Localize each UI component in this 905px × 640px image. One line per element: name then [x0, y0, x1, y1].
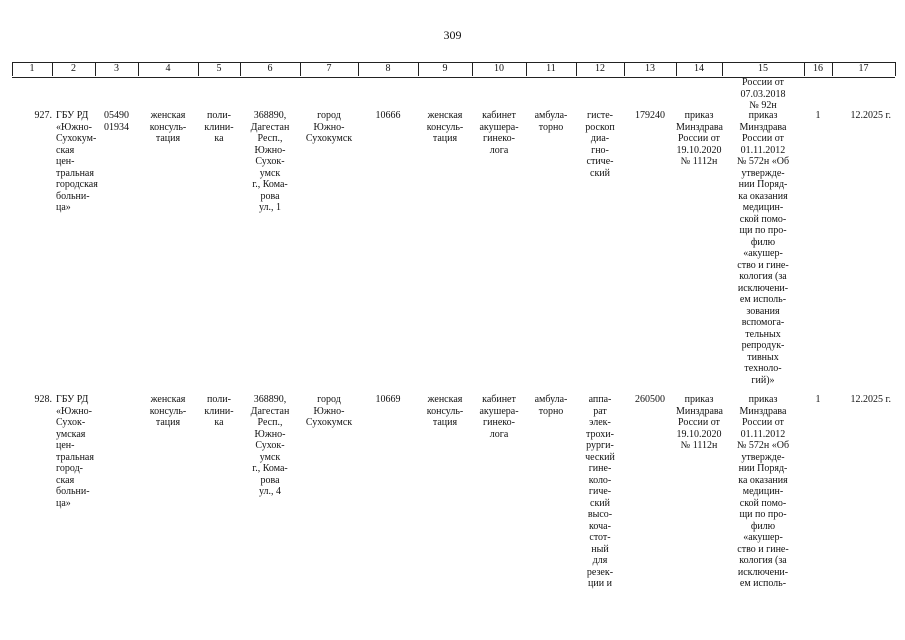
price: 179240: [635, 110, 665, 121]
row-number: 927.: [34, 110, 52, 121]
organization-name: ГБУ РД «Южно- Сухок- умская цен- тральная город- ская больни- ца»: [56, 394, 94, 509]
room: кабинет акушера- гинеко- лога: [479, 110, 519, 156]
equipment-name: аппа- рат элек- трохи- рурги- ческий гине- коло- гиче- ский высо- коча- стот- ный для резек- ции и: [585, 394, 615, 589]
room: кабинет акушера- гинеко- лога: [479, 394, 519, 440]
column-number: 13: [645, 63, 655, 74]
quantity: 1: [815, 394, 821, 405]
column-number: 7: [326, 63, 332, 74]
column-number: 10: [494, 63, 504, 74]
column-number: 12: [595, 63, 605, 74]
column-number: 9: [442, 63, 448, 74]
care-condition: амбула- торно: [534, 110, 568, 133]
column-number: 5: [216, 63, 222, 74]
column-number: 6: [267, 63, 273, 74]
column-number: 15: [758, 63, 768, 74]
row-number: 928.: [34, 394, 52, 405]
address: 368890, Дагестан Респ., Южно- Сухок- умск г., Кома- рова ул., 1: [250, 110, 290, 213]
department: женская консуль- тация: [426, 394, 464, 428]
equipment-name: гисте- роскоп диа- гно- стиче- ский: [585, 110, 615, 179]
organization-name: ГБУ РД «Южно- Сухокум- ская цен- тральная городская больни- ца»: [56, 110, 98, 213]
col15-continuation: России от 07.03.2018 № 92н: [740, 77, 786, 111]
column-number: 11: [546, 63, 556, 74]
page-number: 309: [443, 28, 462, 42]
code: 05490 01934: [104, 110, 129, 133]
column-number: 4: [165, 63, 171, 74]
delivery-date: 12.2025 г.: [850, 394, 891, 405]
quantity: 1: [815, 110, 821, 121]
city: город Южно- Сухокумск: [305, 394, 353, 428]
delivery-date: 12.2025 г.: [850, 110, 891, 121]
column-number: 16: [813, 63, 823, 74]
care-standard: приказ Минздрава России от 01.11.2012 № 572н «Об утвержде- нии Поряд- ка оказания медицин- ской помо- щи по про- филю «акушер- ство и гине- кология (за исключени- ем исполь- зования вспомога- тельных репродук- тивных техноло- гий)»: [736, 110, 790, 386]
header-divider: [895, 62, 896, 76]
regulatory-order: приказ Минздрава России от 19.10.2020 № 1112н: [676, 394, 723, 451]
facility-type: женская консуль- тация: [149, 110, 187, 144]
facility-type: женская консуль- тация: [149, 394, 187, 428]
city: город Южно- Сухокумск: [305, 110, 353, 144]
regulatory-order: приказ Минздрава России от 19.10.2020 № 1112н: [676, 110, 723, 167]
unit-type: поли- клини- ка: [204, 394, 234, 428]
price: 260500: [635, 394, 665, 405]
column-number: 3: [114, 63, 119, 74]
index-code: 10666: [375, 110, 401, 121]
address: 368890, Дагестан Респ., Южно- Сухок- умск г., Кома- рова ул., 4: [250, 394, 290, 497]
column-number: 8: [385, 63, 391, 74]
column-number: 17: [858, 63, 869, 74]
index-code: 10669: [375, 394, 401, 405]
care-standard: приказ Минздрава России от 01.11.2012 № 572н «Об утвержде- нии Поряд- ка оказания медицин- ской помо- щи по про- филю «акушер- ство и гине- кология (за исключени- ем исполь-: [736, 394, 790, 589]
column-number: 1: [29, 63, 35, 74]
care-condition: амбула- торно: [534, 394, 568, 417]
unit-type: поли- клини- ка: [204, 110, 234, 144]
department: женская консуль- тация: [426, 110, 464, 144]
column-number: 14: [694, 63, 704, 74]
column-number: 2: [71, 63, 76, 74]
